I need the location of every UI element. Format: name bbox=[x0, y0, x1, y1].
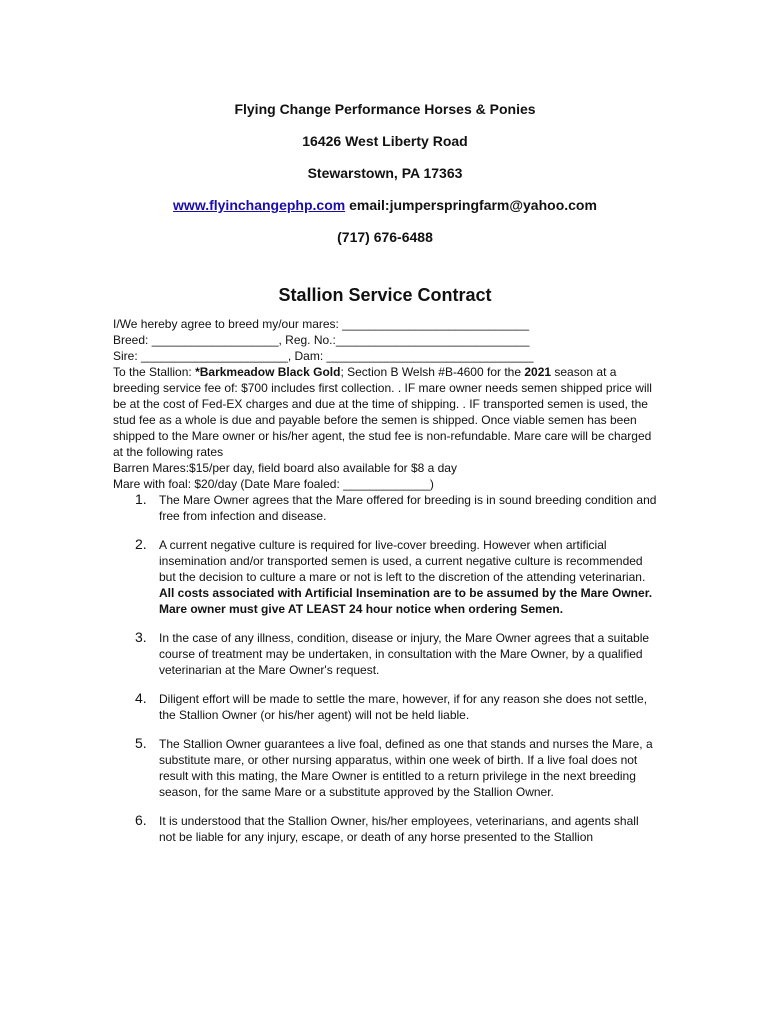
term-number: 4. bbox=[135, 690, 147, 706]
term-number: 6. bbox=[135, 812, 147, 828]
email-address: email:jumperspringfarm@yahoo.com bbox=[349, 197, 597, 213]
term-text: In the case of any illness, condition, disease or injury, the Mare Owner agrees that a suitable course of treatment may be undertaken, in consultation with the Mare Owner, by a qualified veterinarian at the Mare Owner's request. bbox=[159, 631, 650, 677]
stallion-name: *Barkmeadow Black Gold bbox=[195, 365, 341, 379]
letterhead bbox=[0, 98, 770, 258]
city-state-zip: Stewarstown, PA 17363 bbox=[307, 165, 463, 181]
stallion-prefix: To the Stallion: bbox=[113, 365, 196, 379]
phone-number: (717) 676-6488 bbox=[337, 229, 433, 245]
contract-body bbox=[113, 316, 658, 858]
stallion-registration: ; Section B Welsh #B-4600 for the bbox=[340, 365, 525, 379]
term-text: A current negative culture is required for live-cover breeding. However when artificial insemination and/or transported semen is used, a current negative culture is recommended but the decision to culture a mare or not is left to the discretion of the attending veterinarian. bbox=[159, 538, 646, 584]
mares-field-line: I/We hereby agree to breed my/our mares: ____________________________ bbox=[113, 317, 530, 331]
fee-terms: season at a breeding service fee of: $700 includes first collection. . IF mare owner needs semen shipped price will be at the cost of Fed-EX charges and due at the time of shipping. . IF transported semen is used, the stud fee as a whole is due and payable before the semen is shipped. Once viable semen has been shipped to the Mare owner or his/her agent, the stud fee is non-refundable. Mare care will be charged at the following rates bbox=[113, 365, 652, 459]
season-year: 2021 bbox=[524, 365, 552, 379]
term-number: 2. bbox=[135, 536, 147, 552]
term-text: The Mare Owner agrees that the Mare offered for breeding is in sound breeding condition and free from infection and disease. bbox=[159, 493, 657, 523]
street-address: 16426 West Liberty Road bbox=[302, 133, 468, 149]
term-item bbox=[113, 736, 658, 800]
term-text: The Stallion Owner guarantees a live foal, defined as one that stands and nurses the Mare, a substitute mare, or other nursing apparatus, within one week of birth. If a live foal does not result with this mating, the Mare Owner is entitled to a return privilege in the next breeding season, for the same Mare or a substitute approved by the Stallion Owner. bbox=[159, 737, 653, 799]
barren-mare-rate: Barren Mares:$15/per day, field board also available for $8 a day bbox=[113, 461, 457, 475]
term-number: 3. bbox=[135, 629, 147, 645]
term-item bbox=[113, 630, 658, 678]
business-name: Flying Change Performance Horses & Ponies bbox=[234, 101, 536, 117]
stallion-fee-paragraph bbox=[113, 364, 658, 460]
term-number: 1. bbox=[135, 491, 147, 507]
term-text: Diligent effort will be made to settle the mare, however, if for any reason she does not settle, the Stallion Owner (or his/her agent) will not be held liable. bbox=[159, 692, 648, 722]
term-text: It is understood that the Stallion Owner, his/her employees, veterinarians, and agents shall not be liable for any injury, escape, or death of any horse presented to the Stallion bbox=[159, 814, 639, 844]
term-item bbox=[113, 813, 658, 845]
term-number: 5. bbox=[135, 735, 147, 751]
breed-regno-field-line: Breed: ___________________, Reg. No.:_____________________________ bbox=[113, 333, 530, 347]
website-link[interactable]: www.flyinchangephp.com bbox=[173, 197, 346, 213]
contract-terms-list bbox=[113, 492, 658, 845]
mare-with-foal-rate: Mare with foal: $20/day (Date Mare foaled: _____________) bbox=[113, 477, 434, 491]
term-item bbox=[113, 537, 658, 617]
contract-title: Stallion Service Contract bbox=[278, 285, 492, 305]
sire-dam-field-line: Sire: ______________________, Dam: _______________________________ bbox=[113, 349, 534, 363]
term-bold-text: All costs associated with Artificial Insemination are to be assumed by the Mare Owner. Mare owner must give AT LEAST 24 hour notice when ordering Semen. bbox=[159, 586, 653, 616]
term-item bbox=[113, 691, 658, 723]
contact-line bbox=[0, 194, 770, 226]
term-item bbox=[113, 492, 658, 524]
